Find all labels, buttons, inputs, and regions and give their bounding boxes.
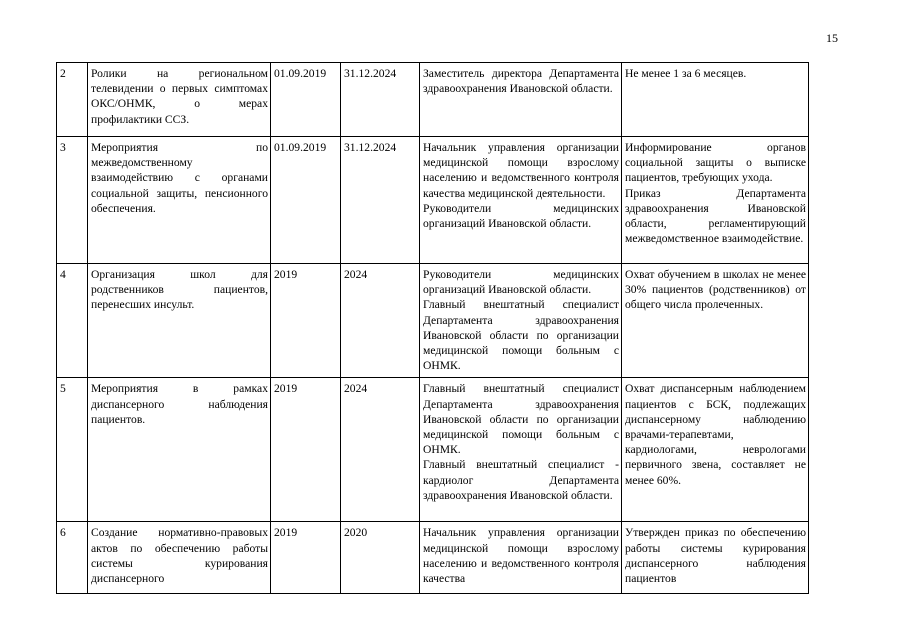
end-date: 2024 — [341, 378, 420, 522]
row-number: 2 — [57, 63, 88, 137]
result-text: Охват диспансерным наблюдением пациентов с БСК, подлежащих диспансерному наблюдению врачами-терапевтами, кардиологами, неврологами первичного звена, составляет не менее 60%. — [625, 382, 806, 487]
result-text: Приказ Департамента здравоохранения Ивановской области, регламентирующий межведомственное взаимодействие. — [625, 186, 806, 246]
start-date: 01.09.2019 — [271, 137, 341, 264]
start-date: 2019 — [271, 522, 341, 594]
table-row — [57, 63, 809, 137]
row-number: 4 — [57, 264, 88, 378]
result-text: Утвержден приказ по обеспечению работы системы курирования диспансерного наблюдения пациентов — [625, 526, 806, 586]
start-date: 01.09.2019 — [271, 63, 341, 137]
expected-result — [622, 137, 809, 264]
end-date: 31.12.2024 — [341, 63, 420, 137]
result-text: Информирование органов социальной защиты о выписке пациентов, требующих ухода. — [625, 141, 806, 185]
expected-result — [622, 522, 809, 594]
row-number: 3 — [57, 137, 88, 264]
result-text: Не менее 1 за 6 месяцев. — [625, 67, 747, 80]
responsible-text: Главный внештатный специалист - кардиолог Департамента здравоохранения Ивановской области. — [423, 458, 619, 502]
table-row — [57, 264, 809, 378]
start-date: 2019 — [271, 264, 341, 378]
expected-result — [622, 264, 809, 378]
responsible — [420, 378, 622, 522]
row-number: 5 — [57, 378, 88, 522]
measure-name: Мероприятия в рамках диспансерного наблюдения пациентов. — [88, 378, 271, 522]
expected-result — [622, 378, 809, 522]
end-date: 2024 — [341, 264, 420, 378]
end-date: 31.12.2024 — [341, 137, 420, 264]
measure-name: Организация школ для родственников пациентов, перенесших инсульт. — [88, 264, 271, 378]
page-number: 15 — [826, 31, 838, 45]
measure-name: Мероприятия по межведомственному взаимодействию с органами социальной защиты, пенсионного обеспечения. — [88, 137, 271, 264]
responsible-text: Руководители медицинских организаций Ивановской области. — [423, 201, 619, 231]
responsible — [420, 137, 622, 264]
expected-result — [622, 63, 809, 137]
responsible-text: Руководители медицинских организаций Ивановской области. — [423, 268, 619, 297]
row-number: 6 — [57, 522, 88, 594]
result-text: Охват обучением в школах не менее 30% пациентов (родственников) от общего числа пролеченных. — [625, 268, 806, 312]
action-plan-table — [56, 62, 809, 594]
responsible-text: Главный внештатный специалист Департамента здравоохранения Ивановской области по организации медицинской помощи больным с ОНМК. — [423, 298, 619, 373]
table-row — [57, 137, 809, 264]
table-row — [57, 378, 809, 522]
responsible-text: Начальник управления организации медицинской помощи взрослому населению и ведомственного контроля качества — [423, 526, 619, 586]
end-date: 2020 — [341, 522, 420, 594]
measure-name: Создание нормативно-правовых актов по обеспечению работы системы курирования диспансерного — [88, 522, 271, 594]
start-date: 2019 — [271, 378, 341, 522]
responsible-text: Начальник управления организации медицинской помощи взрослому населению и ведомственного контроля качества медицинской деятельности. — [423, 141, 619, 200]
table-row — [57, 522, 809, 594]
responsible — [420, 522, 622, 594]
responsible — [420, 63, 622, 137]
responsible-text: Заместитель директора Департамента здравоохранения Ивановской области. — [423, 67, 619, 96]
measure-name: Ролики на региональном телевидении о первых симптомах ОКС/ОНМК, о мерах профилактики ССЗ. — [88, 63, 271, 137]
responsible — [420, 264, 622, 378]
responsible-text: Главный внештатный специалист Департамента здравоохранения Ивановской области по организации медицинской помощи больным с ОНМК. — [423, 382, 619, 457]
